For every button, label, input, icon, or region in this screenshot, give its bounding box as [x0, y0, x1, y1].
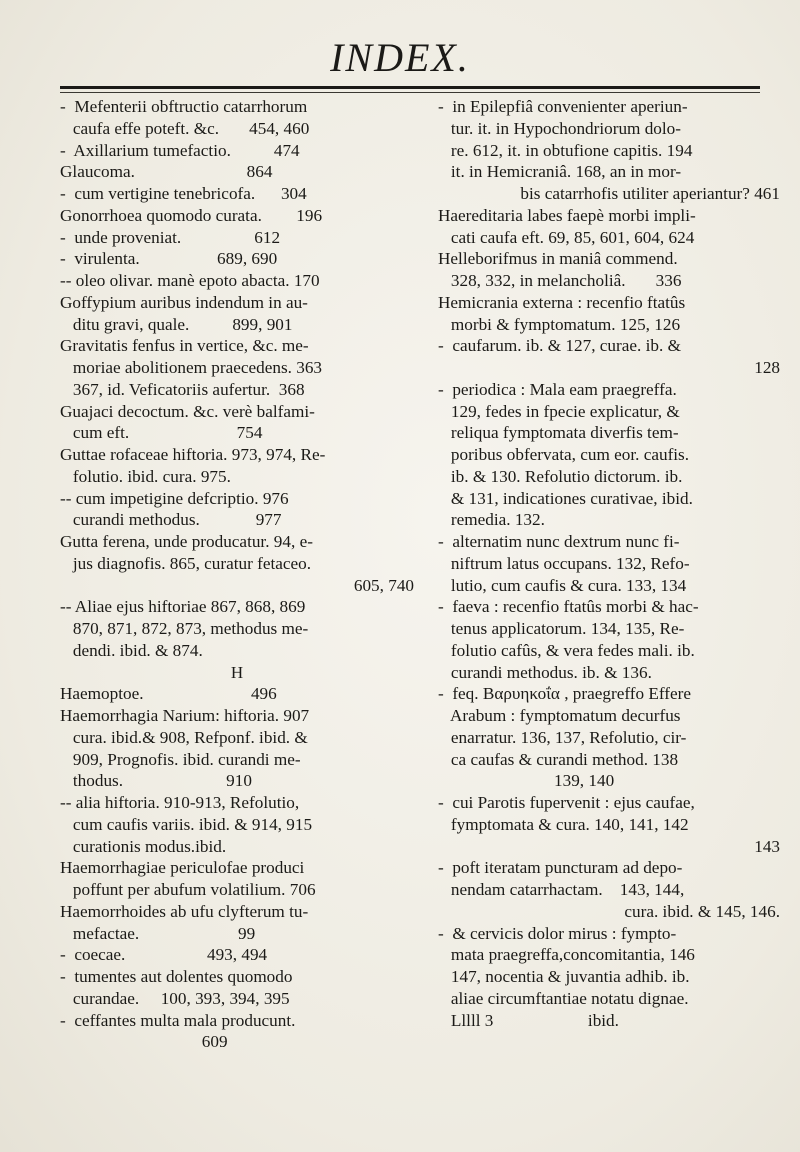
index-line: cati caufa eft. 69, 85, 601, 604, 624 — [438, 227, 695, 247]
index-line: poribus obfervata, cum eor. caufis. — [438, 445, 690, 464]
index-line — [438, 1031, 780, 1053]
index-line: reliqua fymptomata diverfis tem- — [438, 423, 679, 443]
index-line: Glaucoma. 864 — [60, 162, 273, 182]
index-line: moriae abolitionem praecedens. 363 — [60, 358, 323, 377]
index-line: curandae. 100, 393, 394, 395 — [60, 988, 290, 1008]
index-line: curandi methodus. ib. & 136. — [438, 662, 652, 682]
index-line: -- cum impetigine defcriptio. 976 — [60, 488, 289, 508]
index-line: Guajaci decoctum. &c. verè balfami- — [60, 401, 315, 421]
index-line: Haereditaria labes faepè morbi impli- — [438, 205, 696, 225]
right-column — [438, 96, 780, 1118]
index-line: Hemicrania externa : recenfio ftatûs — [438, 292, 686, 312]
index-line: 328, 332, in melancholiâ. 336 — [438, 271, 682, 290]
index-line: Gonorrhoea quomodo curata. 196 — [60, 205, 323, 225]
index-line: Haemorrhagiae periculofae produci — [60, 858, 305, 878]
index-line: caufa effe poteft. &c. 454, 460 — [60, 118, 310, 138]
index-line: - & cervicis dolor mirus : fympto- — [438, 923, 677, 943]
index-line: - cui Parotis fupervenit : ejus caufae, — [438, 793, 695, 812]
index-line: bis catarrhofis utiliter aperiantur? 461 — [507, 184, 780, 203]
index-line: - caufarum. ib. & 127, curae. ib. & — [438, 336, 681, 356]
header-rule — [60, 86, 760, 89]
index-line: folutio. ibid. cura. 975. — [60, 466, 231, 486]
index-line: - poft iteratam puncturam ad depo- — [438, 858, 683, 878]
index-line: Haemorrhoides ab ufu clyfterum tu- — [60, 901, 309, 921]
index-line: curationis modus.ibid. — [60, 836, 227, 856]
index-line: folutio cafûs, & vera fedes mali. ib. — [438, 640, 695, 660]
section-letter: H — [230, 662, 244, 682]
index-line: re. 612, it. in obtufione capitis. 194 — [438, 140, 693, 160]
page-header: INDEX. — [330, 35, 470, 80]
index-line: ib. & 130. Refolutio dictorum. ib. — [438, 466, 683, 486]
index-line — [438, 1097, 780, 1119]
index-line: cum caufis variis. ibid. & 914, 915 — [60, 814, 313, 834]
index-line: 909, Prognofis. ibid. curandi me- — [60, 749, 301, 769]
index-line: - feq. Βαρυηκοΐα , praegreffo Effere — [438, 684, 691, 704]
index-line: mata praegreffa,concomitantia, 146 — [438, 945, 695, 965]
index-line — [438, 1075, 780, 1097]
index-line: - Axillarium tumefactio. 474 — [60, 140, 300, 160]
index-line: 143 — [754, 836, 780, 856]
index-line — [60, 1053, 414, 1075]
index-line: Gravitatis fenfus in vertice, &c. me- — [60, 336, 309, 356]
index-line: - alternatim nunc dextrum nunc fi- — [438, 532, 680, 551]
index-line: - unde proveniat. 612 — [60, 227, 281, 247]
header-rule-thin — [60, 92, 760, 93]
index-line: 609 — [60, 1032, 228, 1052]
index-line: & 131, indicationes curativae, ibid. — [438, 488, 693, 508]
index-line: niftrum latus occupans. 132, Refo- — [438, 553, 690, 573]
index-line: Haemorrhagia Narium: hiftoria. 907 — [60, 706, 310, 725]
index-line: - virulenta. 689, 690 — [60, 249, 278, 269]
index-line: - ceffantes multa mala producunt. — [60, 1010, 296, 1030]
index-line: Haemoptoe. 496 — [60, 684, 277, 704]
index-line: dendi. ibid. & 874. — [60, 640, 203, 660]
index-line: remedia. 132. — [438, 510, 545, 530]
index-line: cum eft. 754 — [60, 423, 263, 443]
index-line: morbi & fymptomatum. 125, 126 — [438, 314, 681, 334]
index-line: cura. ibid. & 145, 146. — [611, 901, 780, 921]
index-line: 147, nocentia & juvantia adhib. ib. — [438, 967, 690, 986]
index-line: Goffypium auribus indendum in au- — [60, 292, 308, 312]
index-line: 870, 871, 872, 873, methodus me- — [60, 619, 309, 638]
index-line: ca caufas & curandi method. 138 — [438, 749, 679, 769]
index-line: Arabum : fymptomatum decurfus — [438, 706, 681, 725]
index-line — [60, 1097, 414, 1119]
index-line — [60, 1075, 414, 1097]
index-line: mefactae. 99 — [60, 923, 256, 943]
index-line: Guttae rofaceae hiftoria. 973, 974, Re- — [60, 445, 326, 464]
index-line: -- Aliae ejus hiftoriae 867, 868, 869 — [60, 597, 306, 617]
index-line: Helleborifmus in maniâ commend. — [438, 249, 678, 269]
index-line: tenus applicatorum. 134, 135, Re- — [438, 619, 685, 638]
index-line: - tumentes aut dolentes quomodo — [60, 967, 293, 986]
index-line: aliae circumftantiae notatu dignae. — [438, 988, 689, 1008]
index-line: ditu gravi, quale. 899, 901 — [60, 314, 293, 334]
index-line: - cum vertigine tenebricofa. 304 — [60, 184, 307, 203]
index-line: -- oleo olivar. manè epoto abacta. 170 — [60, 271, 320, 290]
index-line: it. in Hemicraniâ. 168, an in mor- — [438, 162, 682, 182]
index-line: 129, fedes in fpecie explicatur, & — [438, 401, 680, 421]
index-line: Gutta ferena, unde producatur. 94, e- — [60, 532, 313, 551]
index-line: 605, 740 — [353, 575, 414, 595]
index-line: - in Epilepfiâ convenienter aperiun- — [438, 97, 688, 116]
index-line: tur. it. in Hypochondriorum dolo- — [438, 118, 681, 138]
index-line: nendam catarrhactam. 143, 144, — [438, 880, 685, 899]
index-line: thodus. 910 — [60, 771, 252, 791]
index-line: jus diagnofis. 865, curatur fetaceo. — [60, 553, 312, 573]
index-line: 139, 140 — [438, 771, 615, 791]
index-line: 128 — [754, 358, 780, 377]
index-line: enarratur. 136, 137, Refolutio, cir- — [438, 727, 687, 747]
index-line — [438, 1053, 780, 1075]
index-line: poffunt per abufum volatilium. 706 — [60, 880, 316, 899]
index-line: Lllll 3 ibid. — [438, 1010, 619, 1030]
index-line: cura. ibid.& 908, Refponf. ibid. & — [60, 727, 308, 747]
left-column — [60, 96, 414, 1118]
index-line: fymptomata & cura. 140, 141, 142 — [438, 814, 689, 834]
index-line: lutio, cum caufis & cura. 133, 134 — [438, 575, 687, 595]
index-line: - Mefenterii obftructio catarrhorum — [60, 97, 308, 116]
index-line: -- alia hiftoria. 910-913, Refolutio, — [60, 793, 300, 812]
index-line: - periodica : Mala eam praegreffa. — [438, 379, 677, 399]
index-line: - faeva : recenfio ftatûs morbi & hac- — [438, 597, 699, 617]
index-line: - coecae. 493, 494 — [60, 945, 268, 965]
index-line: curandi methodus. 977 — [60, 510, 282, 530]
index-line: 367, id. Veficatoriis aufertur. 368 — [60, 379, 305, 399]
